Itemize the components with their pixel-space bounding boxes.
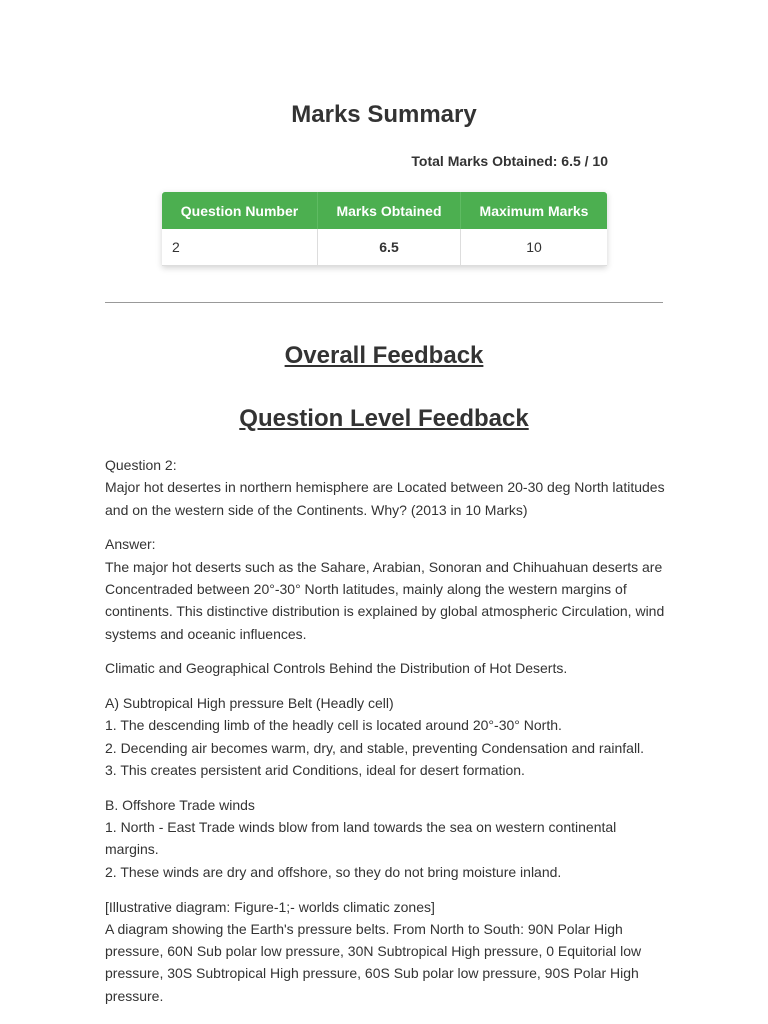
section-b [105, 794, 665, 883]
section-b-point: 1. North - East Trade winds blow from land towards the sea on western continental margins. [105, 819, 617, 858]
question-block [105, 454, 665, 521]
cell-maximum-marks: 10 [461, 229, 608, 266]
overall-feedback-heading: Overall Feedback [284, 342, 484, 369]
diagram-block [105, 896, 665, 1007]
total-marks: Total Marks Obtained: 6.5 / 10 [411, 153, 608, 169]
section-b-point: 2. These winds are dry and offshore, so they do not bring moisture inland. [105, 863, 562, 880]
diagram-label: [Illustrative diagram: Figure-1;- worlds climatic zones] [105, 898, 435, 915]
question-text: Major hot desertes in northern hemisphere are Located between 20-30 deg North latitudes and on the western side of the Continents. Why? (2013 in 10 Marks) [105, 479, 665, 518]
section-a-point: 3. This creates persistent arid Conditions, ideal for desert formation. [105, 762, 525, 779]
header-marks-obtained: Marks Obtained [318, 192, 461, 229]
section-a-point: 2. Decending air becomes warm, dry, and stable, preventing Condensation and rainfall. [105, 739, 645, 756]
question-label: Question 2: [105, 457, 177, 473]
section-divider [105, 302, 663, 303]
marks-summary-title: Marks Summary [291, 101, 477, 128]
header-question-number: Question Number [162, 192, 318, 229]
cell-question-number: 2 [162, 229, 318, 266]
marks-table-header-row [162, 192, 607, 229]
section-b-title: B. Offshore Trade winds [105, 796, 255, 813]
diagram-description: A diagram showing the Earth's pressure belts. From North to South: 90N Polar High pressure, 60N Sub polar low pressure, 30N Subtropical High pressure, 0 Equitorial low pressure, 30S Subtropical High pressure, 60S Sub polar low pressure, 90S Polar High pressure. [105, 920, 642, 1004]
header-maximum-marks: Maximum Marks [461, 192, 608, 229]
section-a-title: A) Subtropical High pressure Belt (Headly cell) [105, 695, 394, 712]
answer-block [105, 533, 665, 644]
question-feedback-heading: Question Level Feedback [239, 405, 529, 432]
section-a-point: 1. The descending limb of the headly cell is located around 20°-30° North. [105, 717, 562, 734]
table-row [162, 229, 607, 266]
answer-label: Answer: [105, 536, 156, 553]
feedback-content [105, 454, 665, 1020]
section-a [105, 692, 665, 781]
cell-marks-obtained: 6.5 [318, 229, 461, 266]
marks-table [162, 192, 607, 266]
answer-intro: The major hot deserts such as the Sahare, Arabian, Sonoran and Chihuahuan deserts are Concentraded between 20°-30° North latitudes, mainly along the western margins of continents. This distinctive distribution is explained by global atmospheric Circulation, wind systems and oceanic influences. [105, 558, 665, 642]
controls-heading: Climatic and Geographical Controls Behind the Distribution of Hot Deserts. [105, 660, 568, 677]
